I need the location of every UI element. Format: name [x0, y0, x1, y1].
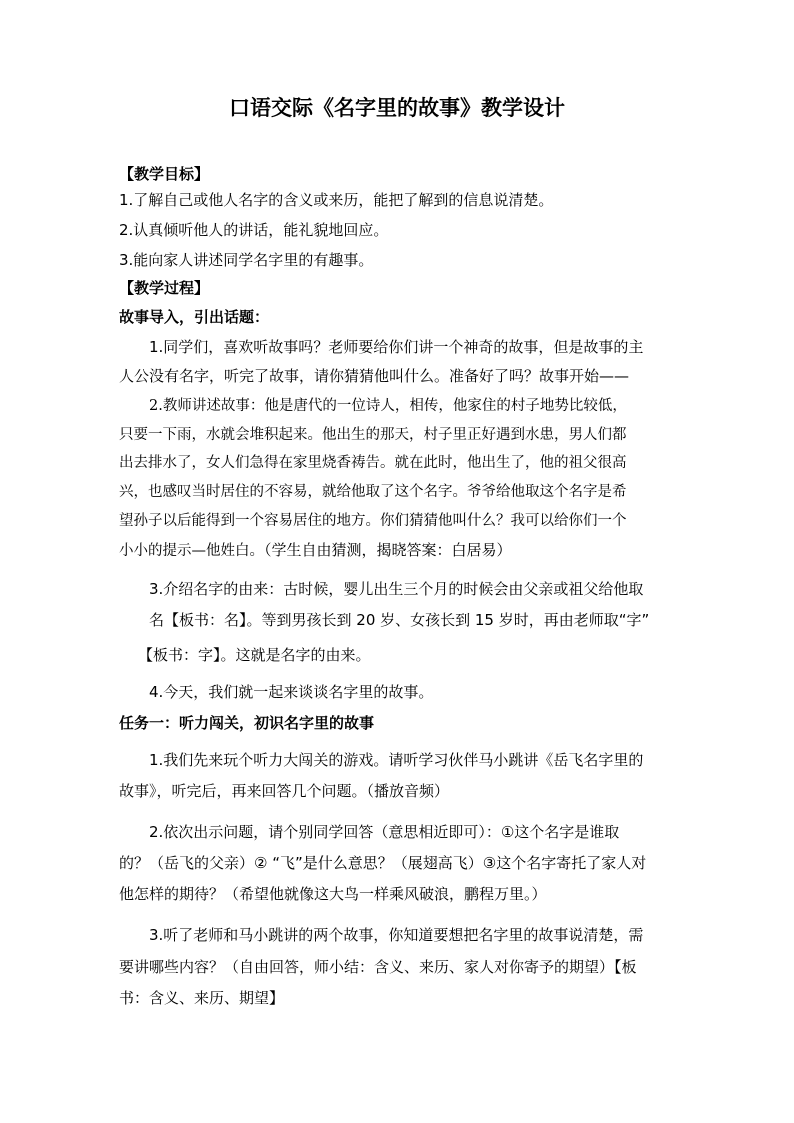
paragraph-line: 1.我们先来玩个听力大闯关的游戏。请听学习伙伴马小跳讲《岳飞名字里的 — [149, 751, 644, 769]
story-answer: （学生自由猜测，揭晓答案：白居易） — [264, 541, 512, 559]
paragraph-line: 人公没有名字，听完了故事，请你猜猜他叫什么。准备好了吗？故事开始—— — [119, 367, 630, 385]
paragraph-line: 他怎样的期待？（希望他就像这大鸟一样乘风破浪，鹏程万里。） — [119, 885, 547, 903]
paragraph-line: 3.听了老师和马小跳讲的两个故事，你知道要想把名字里的故事说清楚，需 — [149, 926, 644, 944]
paragraph-line: 2.认真倾听他人的讲话，能礼貌地回应。 — [119, 221, 389, 239]
story-hint: 小小的提示—他姓白。 — [119, 543, 264, 559]
paragraph-line: 要讲哪些内容？（自由回答，师小结：含义、来历、家人对你寄予的期望）【板 — [119, 958, 637, 976]
section-heading-goals: 【教学目标】 — [119, 165, 210, 183]
document-title: 口语交际《名字里的故事》教学设计 — [229, 96, 565, 120]
paragraph-line: 书：含义、来历、期望】 — [119, 989, 285, 1007]
paragraph-line: 名【板书：名】。等到男孩长到 20 岁、女孩长到 15 岁时，再由老师取“字” — [149, 611, 650, 629]
paragraph-line: 4.今天，我们就一起来谈谈名字里的故事。 — [149, 683, 434, 701]
paragraph-line: 3.能向家人讲述同学名字里的有趣事。 — [119, 251, 374, 269]
paragraph-line: 2.依次出示问题，请个别同学回答（意思相近即可）：①这个名字是谁取 — [149, 823, 620, 841]
story-line: 望孙子以后能得到一个容易居住的地方。你们猜猜他叫什么？我可以给你们一个 — [119, 513, 627, 529]
story-line: 兴，也感叹当时居住的不容易，就给他取了这个名字。爷爷给他取这个名字是希 — [119, 484, 627, 500]
story-line: 只要一下雨，水就会堆积起来。他出生的那天，村子里正好遇到水患，男人们都 — [119, 427, 627, 443]
paragraph-line: 【板书：字】。这就是名字的由来。 — [138, 646, 371, 664]
paragraph-line: 的？（岳飞的父亲）② “飞”是什么意思？（展翅高飞）③这个名字寄托了家人对 — [119, 854, 647, 872]
paragraph-line: 1.了解自己或他人名字的含义或来历，能把了解到的信息说清楚。 — [119, 191, 554, 209]
story-line: 出去排水了，女人们急得在家里烧香祷告。就在此时，他出生了，他的祖父很高 — [119, 455, 627, 471]
paragraph-line: 故事》，听完后，再来回答几个问题。（播放音频） — [119, 782, 450, 800]
section-heading-process: 【教学过程】 — [119, 279, 210, 297]
task-heading: 任务一：听力闯关，初识名字里的故事 — [119, 714, 375, 732]
story-line-end — [119, 538, 512, 563]
story-line: 2.教师讲述故事：他是唐代的一位诗人，相传，他家住的村子地势比较低， — [149, 398, 627, 414]
subsection-heading: 故事导入，引出话题： — [119, 308, 270, 326]
paragraph-line: 1.同学们，喜欢听故事吗？老师要给你们讲一个神奇的故事，但是故事的主 — [149, 338, 644, 356]
paragraph-line: 3.介绍名字的由来：古时候，婴儿出生三个月的时候会由父亲或祖父给他取 — [149, 580, 644, 598]
